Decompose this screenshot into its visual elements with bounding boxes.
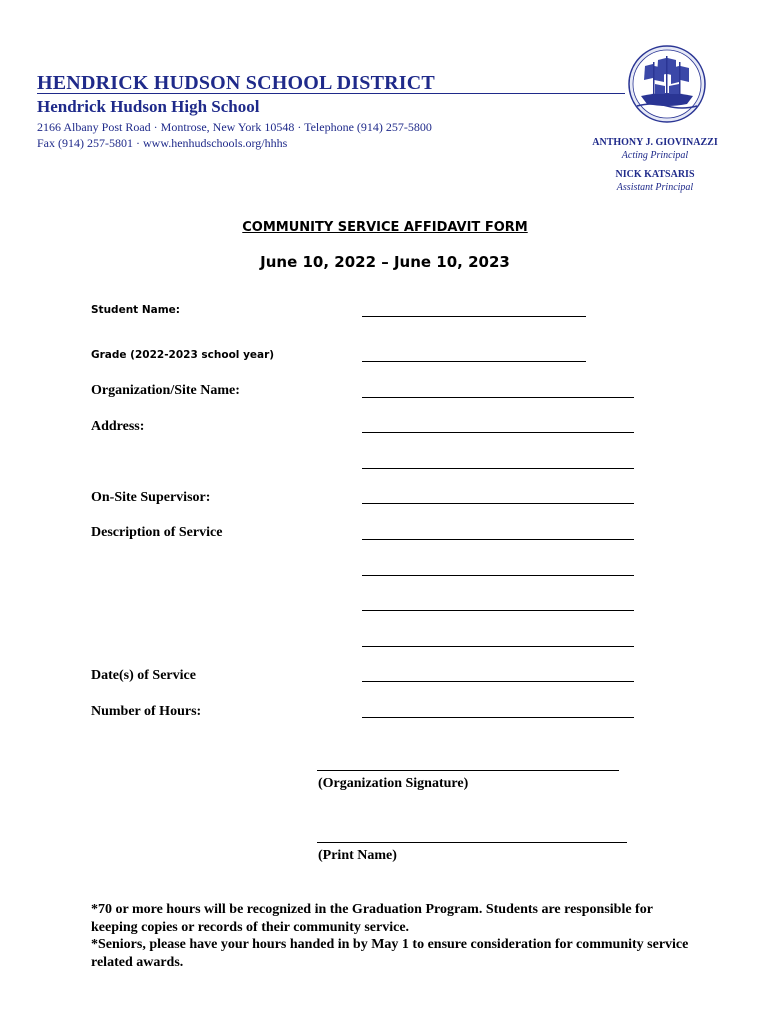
address-line-1: 2166 Albany Post Road · Montrose, New York 10548 · Telephone (914) 257-5800 xyxy=(37,120,432,134)
staff-principal xyxy=(575,136,735,162)
grade-label: Grade (2022-2023 school year) xyxy=(91,349,275,361)
address-line-2[interactable] xyxy=(362,468,634,469)
note-graduation: *70 or more hours will be recognized in the Graduation Program. Students are responsible for keeping copies or records of their community service. xyxy=(91,902,653,935)
address-label: Address: xyxy=(91,419,145,434)
description-label: Description of Service xyxy=(91,525,223,540)
student-name-line[interactable] xyxy=(362,316,586,317)
form-date-range: June 10, 2022 – June 10, 2023 xyxy=(260,253,510,271)
note-seniors: *Seniors, please have your hours handed in by May 1 to ensure consideration for community service related awards. xyxy=(91,937,689,970)
supervisor-line[interactable] xyxy=(362,503,634,504)
address-line-2: Fax (914) 257-5801 · www.henhudschools.org/hhhs xyxy=(37,136,288,150)
organization-line[interactable] xyxy=(362,397,634,398)
notes xyxy=(91,901,701,971)
description-line-4[interactable] xyxy=(362,646,634,647)
organization-label: Organization/Site Name: xyxy=(91,383,240,398)
description-line-3[interactable] xyxy=(362,610,634,611)
staff-assistant-principal xyxy=(575,168,735,194)
grade-line[interactable] xyxy=(362,361,586,362)
print-name-label: (Print Name) xyxy=(318,848,397,863)
form-title: COMMUNITY SERVICE AFFIDAVIT FORM xyxy=(242,220,528,235)
staff-name: ANTHONY J. GIOVINAZZI xyxy=(592,137,718,148)
school-address xyxy=(37,119,432,151)
district-name: HENDRICK HUDSON SCHOOL DISTRICT xyxy=(37,72,435,94)
description-line-1[interactable] xyxy=(362,539,634,540)
header-rule xyxy=(37,93,625,94)
dates-label: Date(s) of Service xyxy=(91,668,196,683)
staff-role: Acting Principal xyxy=(621,150,689,161)
staff-role: Assistant Principal xyxy=(616,182,694,193)
supervisor-label: On-Site Supervisor: xyxy=(91,490,211,505)
organization-signature-line[interactable] xyxy=(317,770,619,771)
hours-line[interactable] xyxy=(362,717,634,718)
print-name-line[interactable] xyxy=(317,842,627,843)
student-name-label: Student Name: xyxy=(91,304,180,316)
hours-label: Number of Hours: xyxy=(91,704,202,719)
school-name: Hendrick Hudson High School xyxy=(37,97,260,116)
organization-signature-label: (Organization Signature) xyxy=(318,776,469,791)
address-line-1[interactable] xyxy=(362,432,634,433)
ship-logo-icon xyxy=(627,44,707,124)
description-line-2[interactable] xyxy=(362,575,634,576)
dates-line[interactable] xyxy=(362,681,634,682)
staff-name: NICK KATSARIS xyxy=(615,169,695,180)
